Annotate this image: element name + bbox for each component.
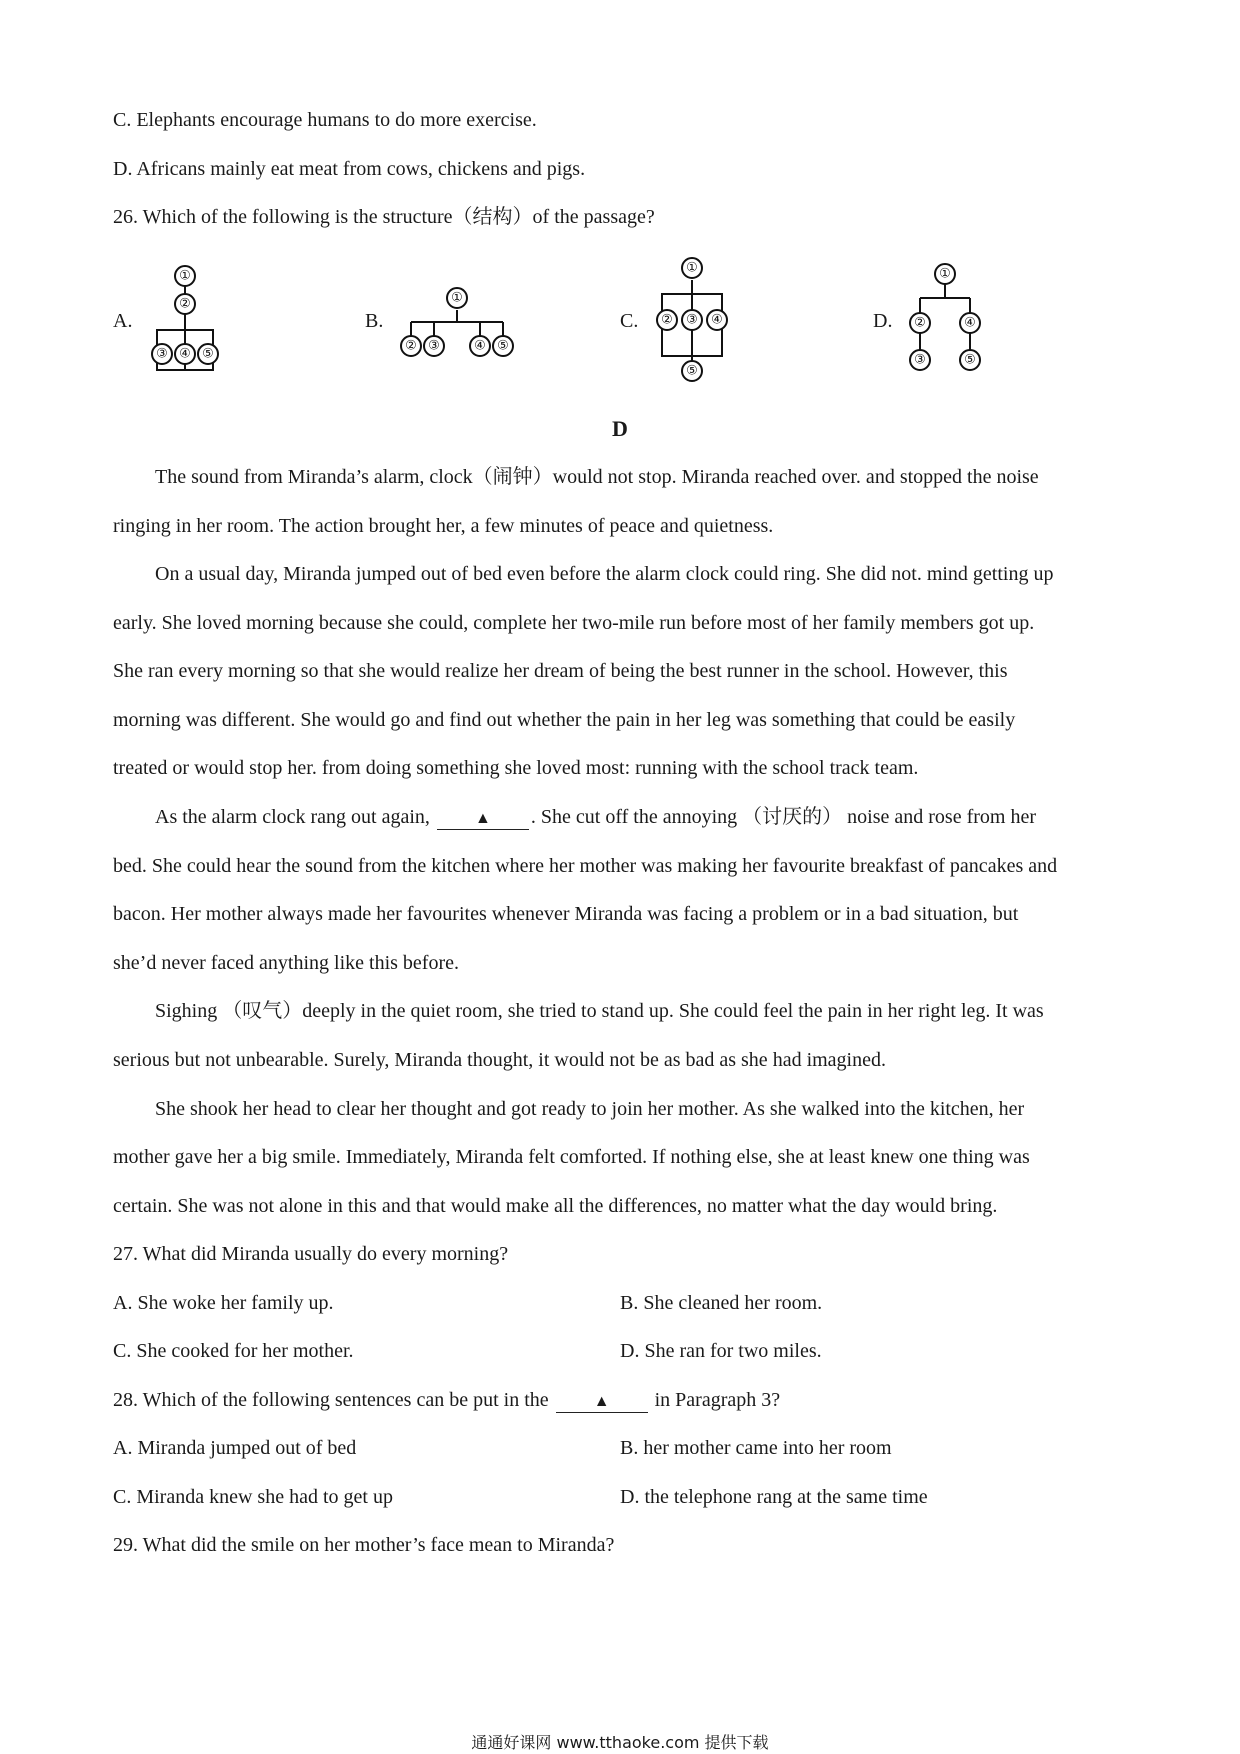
question-28-stem [113,1388,780,1413]
passage-p4-line1: Sighing （叹气）deeply in the quiet room, she tried to stand up. She could feel the pain in her right leg. It was [155,1000,1044,1022]
passage-p1-line1: The sound from Miranda’s alarm, clock（闹钟）would not stop. Miranda reached over. and stopped the noise [155,466,1039,488]
svg-text:②: ② [661,312,673,328]
passage-p3-after-blank: . She cut off the annoying （讨厌的） noise and rose from her [530,806,1036,828]
passage-p3-line1 [155,805,1036,830]
passage-p2-line2: early. She loved morning because she could, complete her two-mile run before most of her family members got up. [113,612,1035,634]
passage-p5-line2: mother gave her a big smile. Immediately, Miranda felt comforted. If nothing else, she at least knew one thing was [113,1146,1030,1168]
passage-p2-line5: treated or would stop her. from doing something she loved most: running with the school track team. [113,757,919,779]
question-26-stem: 26. Which of the following is the structure（结构）of the passage? [113,206,655,228]
q27-option-b: B. She cleaned her room. [620,1292,823,1314]
svg-text:④: ④ [964,315,976,331]
q28-option-b: B. her mother came into her room [620,1437,892,1459]
svg-text:①: ① [939,266,951,282]
passage-p3-before-blank: As the alarm clock rang out again, [155,806,430,828]
section-title: D [612,416,628,441]
blank-answer-slot [437,807,529,830]
question-29-stem: 29. What did the smile on her mother’s face mean to Miranda? [113,1534,615,1556]
footer-source: 通通好课网 www.tthaoke.com 提供下载 [471,1733,769,1752]
passage-p5-line1: She shook her head to clear her thought and got ready to join her mother. As she walked into the kitchen, her [155,1098,1025,1120]
svg-text:①: ① [451,290,463,306]
q28-blank-slot [556,1390,648,1413]
svg-text:③: ③ [156,346,168,362]
svg-text:⑤: ⑤ [686,363,698,379]
svg-text:①: ① [686,260,698,276]
option-c-prev: C. Elephants encourage humans to do more exercise. [113,109,537,131]
diagram-c-label: C. [620,310,639,332]
passage-p2-line3: She ran every morning so that she would realize her dream of being the best runner in the school. However, this [113,660,1008,682]
option-d-prev: D. Africans mainly eat meat from cows, chickens and pigs. [113,158,586,180]
svg-text:④: ④ [179,346,191,362]
diagram-b-label: B. [365,310,384,332]
q28-option-d: D. the telephone rang at the same time [620,1486,928,1508]
diagram-a-label: A. [113,310,133,332]
q28-stem-after: in Paragraph 3? [654,1389,781,1411]
passage-p2-line1: On a usual day, Miranda jumped out of bed even before the alarm clock could ring. She did not. mind getting up [155,563,1054,585]
q27-option-d: D. She ran for two miles. [620,1340,822,1362]
diagram-d-label: D. [873,310,893,332]
svg-text:②: ② [405,338,417,354]
triangle-marker: ▲ [593,1393,610,1410]
q28-option-c: C. Miranda knew she had to get up [113,1486,393,1508]
svg-text:②: ② [179,296,191,312]
triangle-marker: ▲ [474,810,491,827]
passage-p3-line3: bacon. Her mother always made her favourites whenever Miranda was facing a problem or in a bad situation, but [113,903,1019,925]
svg-text:①: ① [179,268,191,284]
q28-option-a: A. Miranda jumped out of bed [113,1437,357,1459]
svg-text:⑤: ⑤ [964,352,976,368]
svg-text:⑤: ⑤ [202,346,214,362]
passage-p5-line3: certain. She was not alone in this and that would make all the differences, no matter what the day would bring. [113,1195,998,1217]
passage-p3-line4: she’d never faced anything like this before. [113,952,459,974]
structure-diagram-a [140,260,250,380]
svg-text:③: ③ [428,338,440,354]
structure-diagram-c [645,256,755,386]
svg-text:⑤: ⑤ [497,338,509,354]
passage-p2-line4: morning was different. She would go and find out whether the pain in her leg was something that could be easily [113,709,1016,731]
passage-p1-line2: ringing in her room. The action brought her, a few minutes of peace and quietness. [113,515,774,537]
svg-text:③: ③ [686,312,698,328]
svg-text:④: ④ [474,338,486,354]
q27-option-a: A. She woke her family up. [113,1292,334,1314]
passage-p4-line2: serious but not unbearable. Surely, Miranda thought, it would not be as bad as she had imagined. [113,1049,886,1071]
svg-text:③: ③ [914,352,926,368]
question-27-stem: 27. What did Miranda usually do every morning? [113,1243,509,1265]
passage-p3-line2: bed. She could hear the sound from the kitchen where her mother was making her favourite breakfast of pancakes and [113,855,1058,877]
svg-text:④: ④ [711,312,723,328]
structure-diagram-d [900,260,1010,380]
svg-text:②: ② [914,315,926,331]
q27-option-c: C. She cooked for her mother. [113,1340,354,1362]
q28-stem-before: 28. Which of the following sentences can be put in the [113,1389,549,1411]
structure-diagram-b [395,280,525,360]
